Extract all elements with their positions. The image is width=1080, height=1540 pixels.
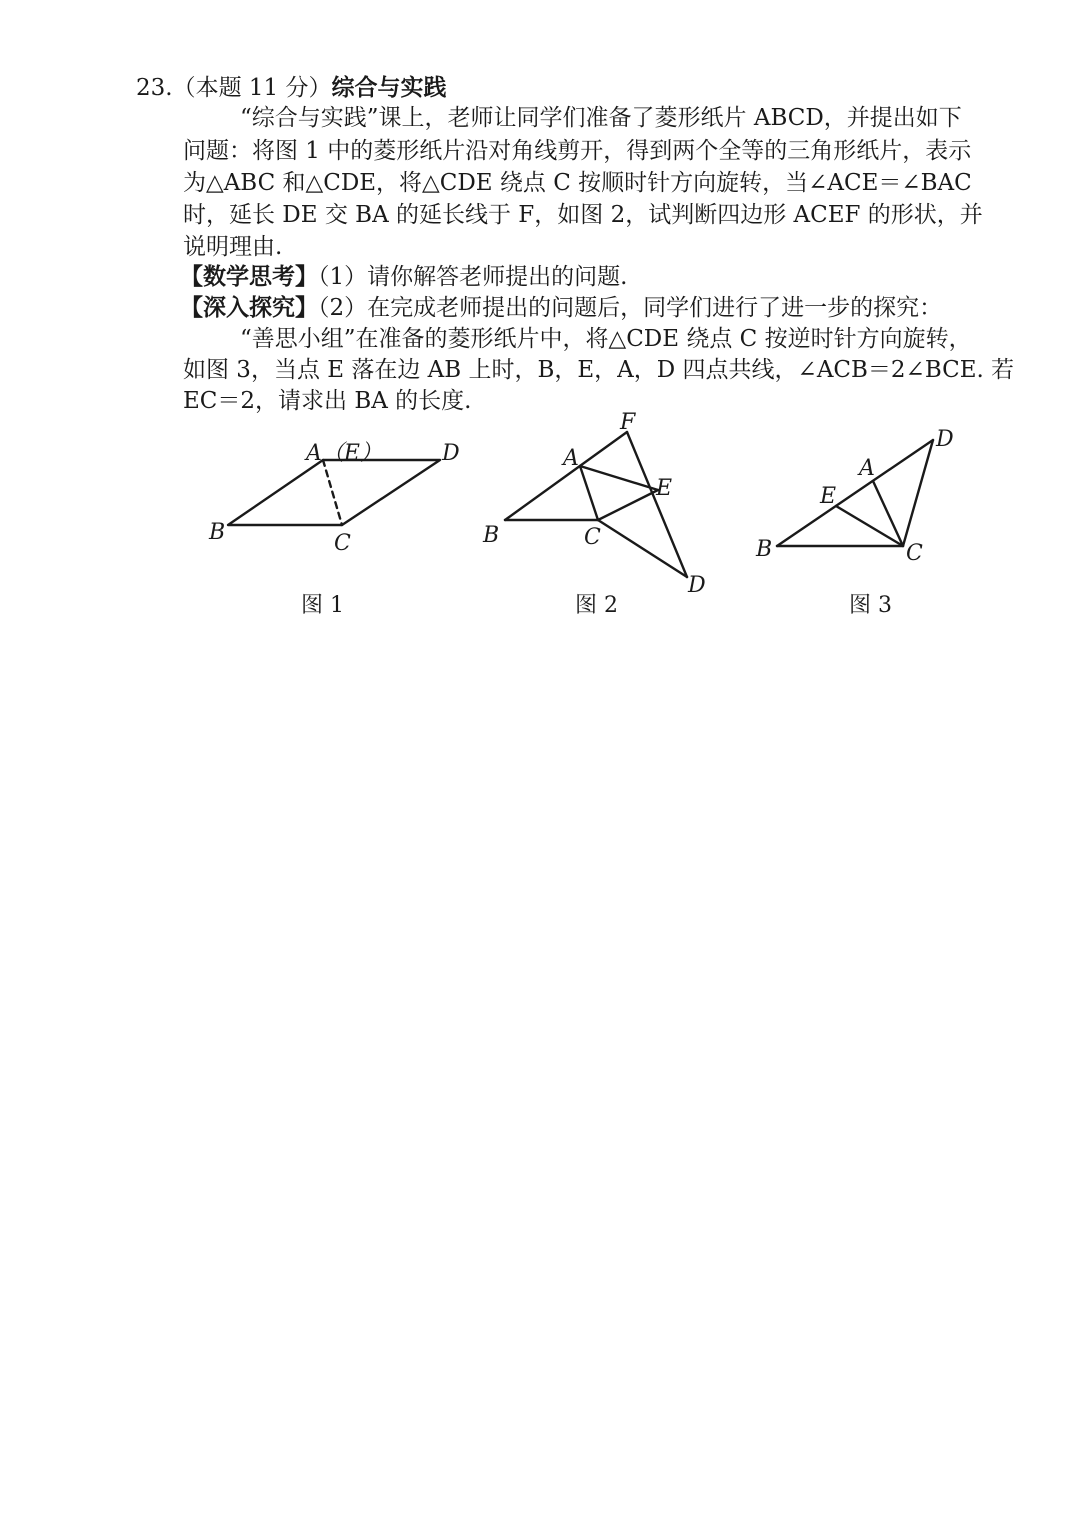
fig2-line-ce: [598, 490, 658, 520]
fig3-line-bd: [777, 440, 933, 546]
intro-line-4: 时，延长 DE 交 BA 的延长线于 F，如图 2，试判断四边形 ACEF 的形状，并: [183, 202, 983, 228]
intro-line-3: 为△ABC 和△CDE，将△CDE 绕点 C 按顺时针方向旋转，当∠ACE＝∠BAC: [183, 170, 972, 196]
fig2-label-a: A: [563, 446, 579, 471]
fig1-caption: 图 1: [301, 593, 344, 618]
fig1-label-d: D: [442, 441, 460, 466]
q2-text: （2）在完成老师提出的问题后，同学们进行了进一步的探究：: [318, 295, 943, 321]
fig3-label-a: A: [859, 456, 875, 481]
problem-number: 23.: [136, 75, 173, 101]
fig1-rhombus: [228, 460, 440, 525]
fig3-caption: 图 3: [849, 593, 892, 618]
fig2-label-e: E: [656, 476, 673, 501]
fig2-line-ac: [580, 466, 598, 520]
q2-body-line-1: “善思小组”在准备的菱形纸片中，将△CDE 绕点 C 按逆时针方向旋转，: [240, 326, 972, 352]
q1-tag: 【数学思考】: [180, 264, 318, 290]
q2-body-line-2: 如图 3，当点 E 落在边 AB 上时，B，E，A，D 四点共线，∠ACB＝2∠BCE. 若: [183, 357, 1015, 383]
problem-score: （本题 11 分）: [172, 75, 332, 101]
problem-topic: 综合与实践: [331, 75, 447, 101]
fig2-line-fd: [627, 432, 687, 577]
fig1-label-b: B: [209, 520, 226, 545]
fig1-diagonal-dashed: [323, 460, 342, 525]
fig3-label-e: E: [820, 484, 837, 509]
fig2-label-c: C: [584, 525, 601, 550]
q2-tag: 【深入探究】: [180, 295, 318, 321]
fig1-label-a: A（E）: [306, 441, 382, 466]
fig1-label-c: C: [334, 531, 351, 556]
fig2-caption: 图 2: [575, 593, 618, 618]
q1-text: （1）请你解答老师提出的问题.: [318, 264, 628, 290]
fig2-label-b: B: [483, 523, 500, 548]
fig3-label-b: B: [756, 537, 773, 562]
fig2-line-cd: [598, 520, 687, 577]
figure-1-diagram: [0, 0, 1080, 700]
fig2-label-f: F: [620, 410, 636, 435]
fig3-label-d: D: [936, 427, 954, 452]
fig3-label-c: C: [906, 541, 923, 566]
intro-line-1: “综合与实践”课上，老师让同学们准备了菱形纸片 ABCD，并提出如下: [240, 105, 962, 131]
intro-line-2: 问题：将图 1 中的菱形纸片沿对角线剪开，得到两个全等的三角形纸片，表示: [183, 138, 972, 164]
intro-line-5: 说明理由.: [183, 234, 283, 260]
q2-body-line-3: EC＝2，请求出 BA 的长度.: [183, 388, 472, 414]
fig2-label-d: D: [688, 573, 706, 598]
